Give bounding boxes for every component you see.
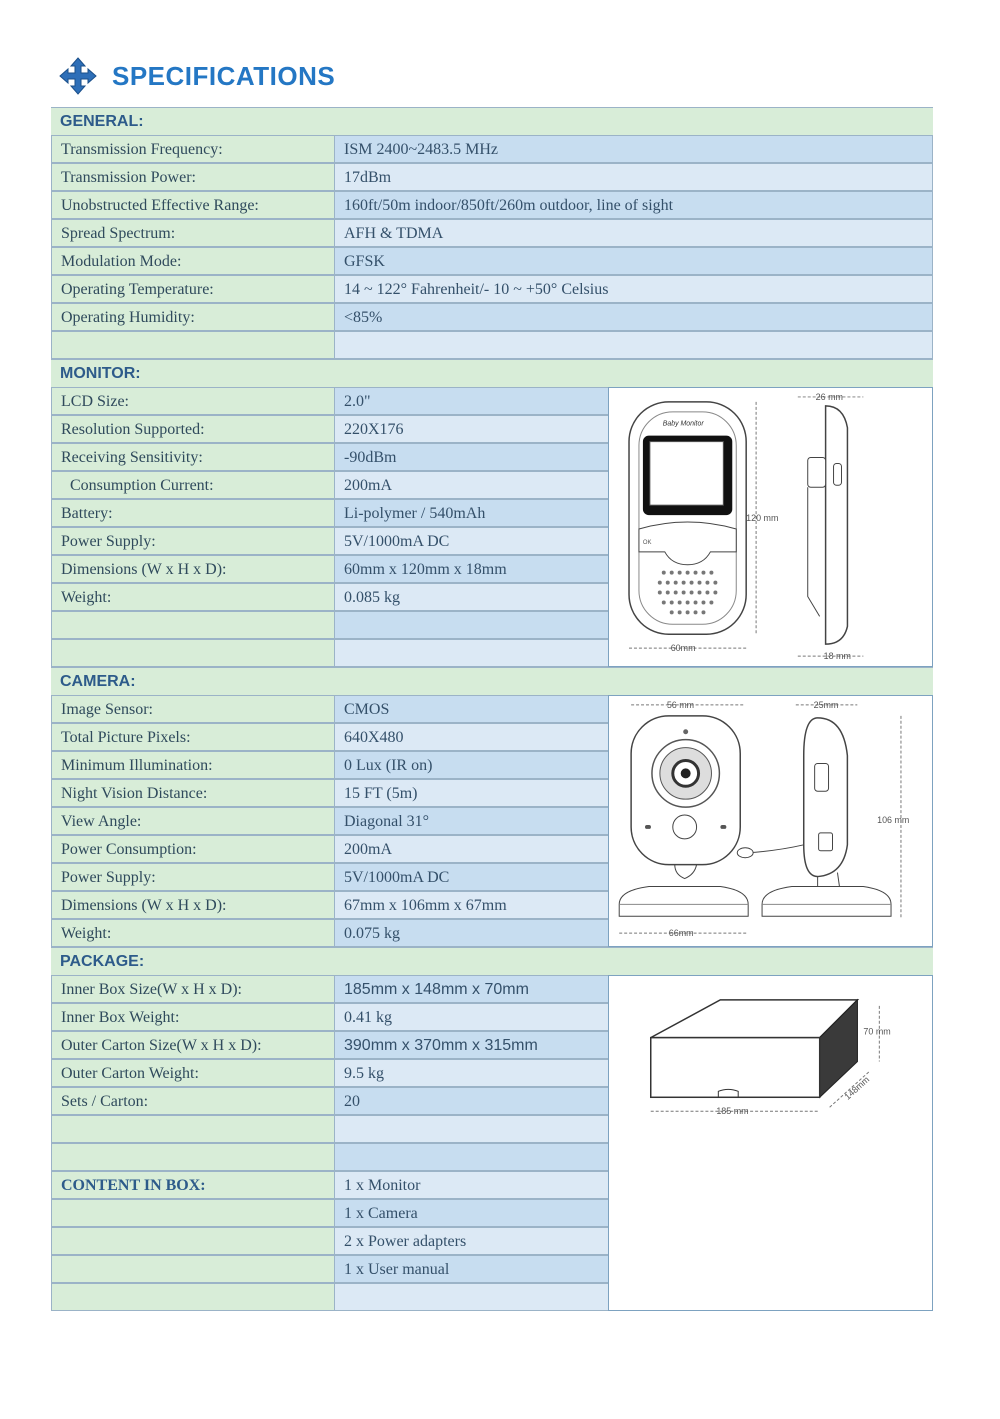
table-row: Power Consumption: 200mA (51, 835, 933, 863)
section-camera-heading: CAMERA: (51, 667, 933, 695)
table-row: Power Supply: 5V/1000mA DC (51, 527, 933, 555)
page-title: SPECIFICATIONS (112, 60, 336, 91)
table-row: Battery: Li-polymer / 540mAh (51, 499, 933, 527)
monitor-dimension-figure (608, 387, 933, 667)
box-depth-label: 148mm (842, 1074, 872, 1102)
monitor-height-label: 120 mm (746, 513, 779, 524)
table-row: Total Picture Pixels: 640X480 (51, 723, 933, 751)
camera-height-label: 106 mm (877, 814, 910, 825)
camera-depth-top-label: 25mm (813, 699, 839, 710)
section-monitor-heading: MONITOR: (51, 359, 933, 387)
camera-width-bottom-label: 66mm (668, 928, 694, 939)
table-row: Dimensions (W x H x D): 67mm x 106mm x 67mm (51, 891, 933, 919)
package-box-figure (608, 975, 933, 1311)
table-row: Transmission Frequency: ISM 2400~2483.5 MHz (51, 135, 933, 163)
table-row: Inner Box Weight: 0.41 kg (51, 1003, 933, 1031)
monitor-depth-bottom-label: 18 mm (823, 651, 851, 662)
table-row-empty (51, 331, 933, 359)
table-row: Minimum Illumination: 0 Lux (IR on) (51, 751, 933, 779)
table-row: Weight: 0.085 kg (51, 583, 933, 611)
box-height-label: 70 mm (863, 1026, 891, 1037)
ok-button-label: OK (642, 539, 652, 546)
brand-label: Baby Monitor (662, 420, 704, 428)
four-way-arrows-icon (58, 56, 98, 96)
table-row: Transmission Power: 17dBm (51, 163, 933, 191)
box-width-label: 185 mm (716, 1106, 749, 1117)
section-general-heading: GENERAL: (51, 107, 933, 135)
monitor-width-label: 60mm (670, 643, 696, 654)
table-row: View Angle: Diagonal 31° (51, 807, 933, 835)
page-header (58, 56, 335, 96)
table-row: Night Vision Distance: 15 FT (5m) (51, 779, 933, 807)
table-row: Power Supply: 5V/1000mA DC (51, 863, 933, 891)
table-row: Image Sensor: CMOS (51, 695, 933, 723)
camera-width-top-label: 56 mm (666, 699, 695, 710)
table-row: Dimensions (W x H x D): 60mm x 120mm x 18mm (51, 555, 933, 583)
table-row: Consumption Current: 200mA (51, 471, 933, 499)
table-row: 1 x Camera (51, 1199, 933, 1227)
table-row: Outer Carton Weight: 9.5 kg (51, 1059, 933, 1087)
table-row: Inner Box Size(W x H x D): 185mm x 148mm x 70mm (51, 975, 933, 1003)
table-row: Operating Humidity: <85% (51, 303, 933, 331)
table-row: Resolution Supported: 220X176 (51, 415, 933, 443)
camera-dimension-figure (608, 695, 933, 947)
table-row: Modulation Mode: GFSK (51, 247, 933, 275)
table-row: CONTENT IN BOX: 1 x Monitor (51, 1171, 933, 1199)
table-row: LCD Size: 2.0" (51, 387, 933, 415)
table-row: Sets / Carton: 20 (51, 1087, 933, 1115)
monitor-depth-top-label: 26 mm (815, 391, 843, 402)
table-row: 1 x User manual (51, 1255, 933, 1283)
table-row: 2 x Power adapters (51, 1227, 933, 1255)
table-row: Unobstructed Effective Range: 160ft/50m indoor/850ft/260m outdoor, line of sight (51, 191, 933, 219)
table-row: Weight: 0.075 kg (51, 919, 933, 947)
section-package-heading: PACKAGE: (51, 947, 933, 975)
table-row: Outer Carton Size(W x H x D): 390mm x 370mm x 315mm (51, 1031, 933, 1059)
table-row: Operating Temperature: 14 ~ 122° Fahrenheit/- 10 ~ +50° Celsius (51, 275, 933, 303)
table-row: Receiving Sensitivity: -90dBm (51, 443, 933, 471)
table-row: Spread Spectrum: AFH & TDMA (51, 219, 933, 247)
